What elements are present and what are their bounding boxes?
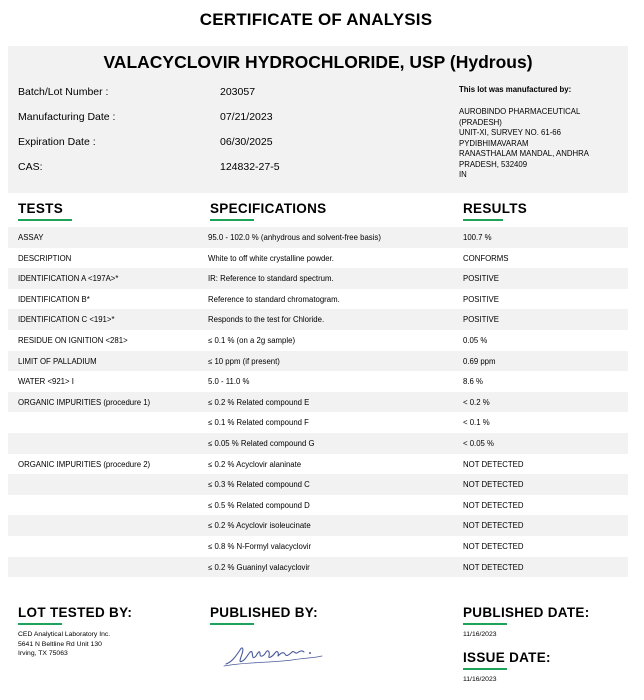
- specification: ≤ 0.2 % Acyclovir alaninate: [208, 459, 302, 469]
- result: < 0.2 %: [463, 397, 490, 407]
- table-row: [8, 248, 628, 269]
- manufacturer-line: RANASTHALAM MANDAL, ANDHRA: [459, 149, 589, 158]
- result: CONFORMS: [463, 253, 509, 263]
- specification: ≤ 0.05 % Related compound G: [208, 438, 315, 448]
- test-name: LIMIT OF PALLADIUM: [18, 356, 97, 366]
- test-name: WATER <921> I: [18, 377, 74, 387]
- result: < 0.1 %: [463, 418, 490, 428]
- manufacturer-line: (PRADESH): [459, 117, 502, 127]
- tests-column-heading: TESTS: [18, 201, 64, 216]
- signature-image: [222, 640, 326, 670]
- published-date-heading: PUBLISHED DATE:: [463, 605, 590, 620]
- test-results-table: [8, 227, 628, 577]
- result: 0.69 ppm: [463, 356, 496, 366]
- product-name: VALACYCLOVIR HYDROCHLORIDE, USP (Hydrous): [103, 52, 533, 72]
- results-heading-underline: [463, 219, 503, 221]
- manufacturer-line: AUROBINDO PHARMACEUTICAL: [459, 107, 581, 116]
- table-row: [8, 330, 628, 351]
- specification: White to off white crystalline powder.: [208, 253, 334, 263]
- specification: ≤ 0.1 % (on a 2g sample): [208, 335, 296, 345]
- result: < 0.05 %: [463, 438, 494, 448]
- test-name: RESIDUE ON IGNITION <281>: [18, 335, 128, 345]
- published-date-value: 11/16/2023: [463, 631, 497, 638]
- table-row: [8, 309, 628, 330]
- result: NOT DETECTED: [463, 521, 524, 531]
- results-column-heading: RESULTS: [463, 201, 528, 216]
- specification: ≤ 0.2 % Acyclovir isoleucinate: [208, 521, 311, 531]
- test-name: ORGANIC IMPURITIES (procedure 2): [18, 459, 151, 469]
- expiration-date-value: 06/30/2025: [220, 136, 273, 148]
- manufacturer-label: This lot was manufactured by:: [459, 85, 572, 94]
- table-row: [8, 433, 628, 454]
- table-row: [8, 227, 628, 248]
- specification: IR: Reference to standard spectrum.: [208, 274, 334, 284]
- result: 0.05 %: [463, 335, 488, 345]
- cas-value: 124832-27-5: [220, 161, 280, 173]
- table-row: [8, 412, 628, 433]
- table-row: [8, 289, 628, 310]
- document-title: CERTIFICATE OF ANALYSIS: [199, 10, 433, 29]
- cas-label: CAS:: [18, 161, 43, 173]
- specification: ≤ 0.1 % Related compound F: [208, 418, 309, 428]
- table-row: [8, 392, 628, 413]
- specifications-column-heading: SPECIFICATIONS: [210, 201, 327, 216]
- specification: ≤ 0.2 % Guaninyl valacyclovir: [208, 562, 310, 572]
- manufacturing-date-label: Manufacturing Date :: [18, 111, 116, 123]
- table-row: [8, 454, 628, 475]
- issue-date-heading: ISSUE DATE:: [463, 650, 551, 665]
- result: POSITIVE: [463, 294, 499, 304]
- lab-city-line: Irving, TX 75063: [18, 650, 68, 657]
- published-by-heading: PUBLISHED BY:: [210, 605, 318, 620]
- specification: 95.0 - 102.0 % (anhydrous and solvent-free basis): [208, 233, 381, 242]
- lot-tested-by-heading: LOT TESTED BY:: [18, 605, 133, 620]
- table-row: [8, 515, 628, 536]
- specification: 5.0 - 11.0 %: [208, 377, 250, 387]
- specification: Reference to standard chromatogram.: [208, 294, 340, 304]
- batch-lot-label: Batch/Lot Number :: [18, 86, 109, 98]
- test-name: IDENTIFICATION C <191>*: [18, 315, 115, 325]
- lab-name: CED Analytical Laboratory Inc.: [18, 631, 111, 638]
- specification: ≤ 10 ppm (if present): [208, 356, 280, 366]
- result: NOT DETECTED: [463, 480, 524, 490]
- result: NOT DETECTED: [463, 500, 524, 510]
- test-name: DESCRIPTION: [18, 253, 72, 263]
- manufacturer-line: IN: [459, 170, 467, 179]
- issue-date-value: 11/16/2023: [463, 676, 497, 683]
- lot-tested-by-underline: [18, 623, 62, 625]
- test-name: IDENTIFICATION B*: [18, 294, 90, 304]
- specification: ≤ 0.8 % N-Formyl valacyclovir: [208, 541, 312, 551]
- result: POSITIVE: [463, 315, 499, 325]
- batch-lot-value: 203057: [220, 86, 256, 98]
- result: 100.7 %: [463, 233, 492, 242]
- test-name: ASSAY: [18, 233, 44, 242]
- result: NOT DETECTED: [463, 459, 524, 469]
- manufacturing-date-value: 07/21/2023: [220, 111, 273, 123]
- published-by-underline: [210, 623, 254, 625]
- tests-heading-underline: [18, 219, 72, 221]
- result: 8.6 %: [463, 377, 483, 387]
- specification: ≤ 0.3 % Related compound C: [208, 480, 310, 490]
- published-date-underline: [463, 623, 507, 625]
- table-row: [8, 371, 628, 392]
- result: POSITIVE: [463, 274, 499, 284]
- specification: ≤ 0.5 % Related compound D: [208, 500, 310, 510]
- issue-date-underline: [463, 668, 507, 670]
- table-row: [8, 268, 628, 289]
- specifications-heading-underline: [210, 219, 254, 221]
- specification: Responds to the test for Chloride.: [208, 315, 325, 325]
- test-name: IDENTIFICATION A <197A>*: [18, 274, 119, 284]
- table-row: [8, 495, 628, 516]
- table-row: [8, 557, 628, 578]
- manufacturer-line: UNIT-XI, SURVEY NO. 61-66: [459, 128, 561, 137]
- result: NOT DETECTED: [463, 562, 524, 572]
- expiration-date-label: Expiration Date :: [18, 136, 96, 148]
- product-info-panel: [8, 46, 628, 193]
- lab-address-line: 5641 N Beltline Rd Unit 130: [18, 640, 102, 648]
- specification: ≤ 0.2 % Related compound E: [208, 397, 310, 407]
- table-row: [8, 351, 628, 372]
- table-row: [8, 536, 628, 557]
- table-row: [8, 474, 628, 495]
- manufacturer-line: PYDIBHIMAVARAM: [459, 138, 529, 148]
- result: NOT DETECTED: [463, 541, 524, 551]
- manufacturer-line: PRADESH, 532409: [459, 159, 528, 169]
- test-name: ORGANIC IMPURITIES (procedure 1): [18, 397, 151, 407]
